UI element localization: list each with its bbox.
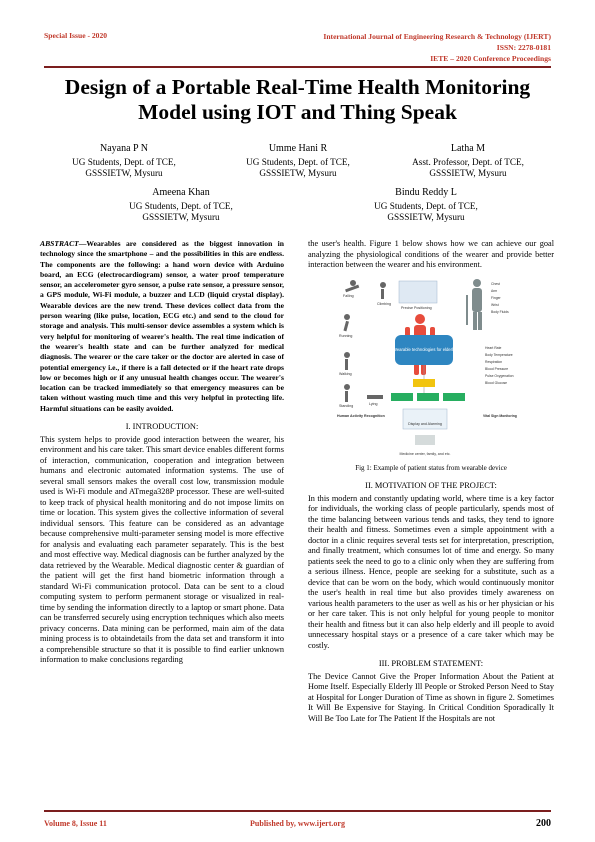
author-inst: GSSSIETW, Mysuru (259, 168, 337, 178)
fig-label-blood-glucose: Blood Glucose (485, 380, 508, 385)
journal-issn: ISSN: 2278-0181 (496, 43, 551, 52)
problem-text: The Device Cannot Give the Proper Information About the Patient at Home Itself. Especially Elderly Ill People or Stroked Person Need to Stay at Hospital for Longer Duration of Time as shown in figure 2. Sometimes It Will Be Expensive for Staying. In Critical Condition Sporadically It Will Be Too Late for The Patient If the Hospitals are not (308, 671, 554, 723)
section-heading-problem: III. PROBLEM STATEMENT: (378, 659, 484, 668)
fig-label-vital-sign: Vital Sign Monitoring (483, 413, 517, 418)
fig-label-standing: Standing (339, 403, 354, 408)
author-name: Bindu Reddy L (395, 187, 457, 198)
header-rule (44, 66, 551, 68)
figure-intro-text: the user's health. Figure 1 below shows how we can achieve our goal analyzing the physiological conditions of the wearer and provide better interaction between the wearer and his environment. (308, 239, 554, 269)
abstract-label: ABSTRACT— (40, 239, 87, 248)
fig-label-display: Display and Alarming (408, 421, 442, 426)
journal-name: International Journal of Engineering Research & Technology (IJERT) (323, 32, 551, 41)
author-5 (341, 187, 511, 224)
author-inst: GSSSIETW, Mysuru (142, 212, 220, 222)
figure-1 (333, 275, 529, 461)
left-column (40, 239, 284, 666)
fig-label-heart-rate: Heart Rate (485, 345, 502, 350)
activity-icons (343, 280, 386, 402)
fig-center-label: Wearable technologies for elderly (392, 346, 456, 352)
author-1 (39, 143, 209, 180)
fig-label-wrist: Wrist (491, 302, 499, 307)
fig-label-positioning: Precise Positioning (401, 305, 432, 310)
author-dept: UG Students, Dept. of TCE, (72, 156, 176, 167)
conference-name: IETE – 2020 Conference Proceedings (430, 54, 551, 63)
fig-label-falling: Falling (343, 293, 354, 298)
author-inst: GSSSIETW, Mysuru (387, 212, 465, 222)
fig-flow-boxes (391, 365, 465, 445)
author-name: Nayana P N (100, 143, 148, 154)
section-heading-introduction: I. INTRODUCTION: (125, 422, 199, 432)
right-column (308, 239, 554, 724)
fig-label-climbing: Climbing (377, 301, 391, 306)
author-name: Latha M (450, 143, 486, 154)
footer-rule (44, 810, 551, 812)
motivation-text: In this modern and constantly updating world, where time is a key factor for individuals, the working class of people particularly, spends most of the time balancing between various tends and tasks, they tend to ignore their health and fitness. Sometimes even a simple appointment with a doctor in a clinic requires several tests set for interpretation, prescription, and finally treatment, which consumes lot of time and energy. So many patients seek the need to go to a clinic only when they are suffering from a serious illness. Hence, people are seeking for a substitute, such as a device that can be worn on the body, which would continuously monitor the user's health in real time but also provides timely awareness on various health parameters to the user as well as his or her physician or his or her care taker. This is not only helpful for young people to monitor their health and fitness but it can also help elderly and ill people to avoid unnecessary hospital stays or a presence of a care taker which may be costly. (308, 493, 554, 650)
abstract-text: Wearables are considered as the biggest innovation in technology since the smartphone – and the possibilities in this are endless. The components are the following: a hand worn device with Arduino board, an ECG (electrocardiogram) sensor, a water proof temperature sensor, an accelerometer gyro sensor, a pulse rate sensor, a pressure sensor, a GPS module, Wi-Fi module, a buzzer and LCD (liquid crystal display). Wearable devices are the new trend. These devices collect data from the person wearing (like pulse, location, ECG etc.) and send to the cloud for storage and analysis. This multi-sensor device assembles a system which is very helpful for monitoring of wearer's health. The real time indication of the wearer's health state and can be further analyzed for medical diagnosis. The wearer or the care taker or the doctor are alerted in case of potential emergency i.e., if there is a fall detected or if the heart rate drops low or becomes high or if any unusual health changes occur. The wearer's location can be tracked immediately so that emergency measures can be taken without wasting much time and this very helpful in protecting life. Harmful situations can be easily avoided. (40, 239, 284, 413)
fig-label-medicine-center: Medicine center, family, and etc. (399, 451, 451, 456)
author-4 (96, 187, 266, 224)
fig-label-finger: Finger (491, 295, 501, 300)
fig-label-lying: Lying (369, 401, 378, 406)
fig-label-chest: Chest (491, 281, 500, 286)
paper-title: Design of a Portable Real-Time Health Monitoring Model using IOT and Thing Speak (64, 75, 531, 124)
journal-special-issue: Special Issue - 2020 (44, 31, 108, 40)
publisher: Published by, www.ijert.org (250, 819, 345, 828)
section-heading-motivation: II. MOTIVATION OF THE PROJECT: (365, 481, 497, 490)
author-dept: Asst. Professor, Dept. of TCE, (412, 156, 524, 167)
author-3 (383, 143, 553, 180)
fig-label-body-fluids: Body Fluids (491, 309, 509, 314)
fig-label-body-temperature: Body Temperature (485, 352, 513, 357)
author-dept: UG Students, Dept. of TCE, (129, 200, 233, 211)
fig-label-pulse-oxygenation: Pulse Oxygenation (485, 373, 514, 378)
fig-positioning-box (399, 281, 437, 303)
author-inst: GSSSIETW, Mysuru (429, 168, 507, 178)
volume-issue: Volume 8, Issue 11 (44, 819, 107, 828)
fig-label-walking: Walking (339, 371, 352, 376)
introduction-text: This system helps to provide good interaction between the wearer, his environment and his care taker. This smart device enables different forms of interaction, communication, cooperation and integration between humans and electronic automated information systems. The use of several small sensors makes the overall cost low, transmission module used is Wi-Fi module and ATmega328P processor. These are well-suited to keep track of physical health monitoring and do not impose limits on time or location. This system gives the collective information of several individual sensors. This feature can be considered as an advantage because comprehensive multi-parameter sensing model is more effective for analysis and evaluating each parameter separately. This is the best and most effective way. Medical diagnosis can be further analyzed by the data retrieved by the Wearable. Medical diagnostic center & guardian of the patient will get the first hand biometric information through a standard Wi-Fi communication protocol. Data can be sent to a cloud computing system to perform permanent storage or visualized in real-time by sending the information directly to a laptop or smart phone. Data can be transferred securely using encryption techniques which also meets privacy concerns. Data mining can be performed, main aim of the data mining process is to obtaindetails from the data set and transform it into a comprehensible structure so that it is possible to find earlier unknown information to make conclusions regarding (40, 434, 284, 665)
elderly-person-icon (466, 279, 482, 330)
fig-label-blood-pressure: Blood Pressure (485, 366, 509, 371)
figure-1-diagram (333, 275, 529, 461)
author-dept: UG Students, Dept. of TCE, (246, 156, 350, 167)
author-name: Umme Hani R (268, 143, 328, 154)
fig-label-activity-recognition: Human Activity Recognition (337, 413, 385, 418)
abstract (40, 239, 284, 414)
page-number: 200 (536, 818, 551, 829)
author-2 (213, 143, 383, 180)
author-name: Ameena Khan (152, 187, 210, 198)
fig-label-running: Running (339, 333, 353, 338)
fig-label-respiration: Respiration (485, 359, 503, 364)
author-inst: GSSSIETW, Mysuru (85, 168, 163, 178)
fig-label-arm: Arm (491, 288, 498, 293)
author-dept: UG Students, Dept. of TCE, (374, 200, 478, 211)
figure-1-caption: Fig 1: Example of patient status from wearable device (355, 463, 507, 472)
